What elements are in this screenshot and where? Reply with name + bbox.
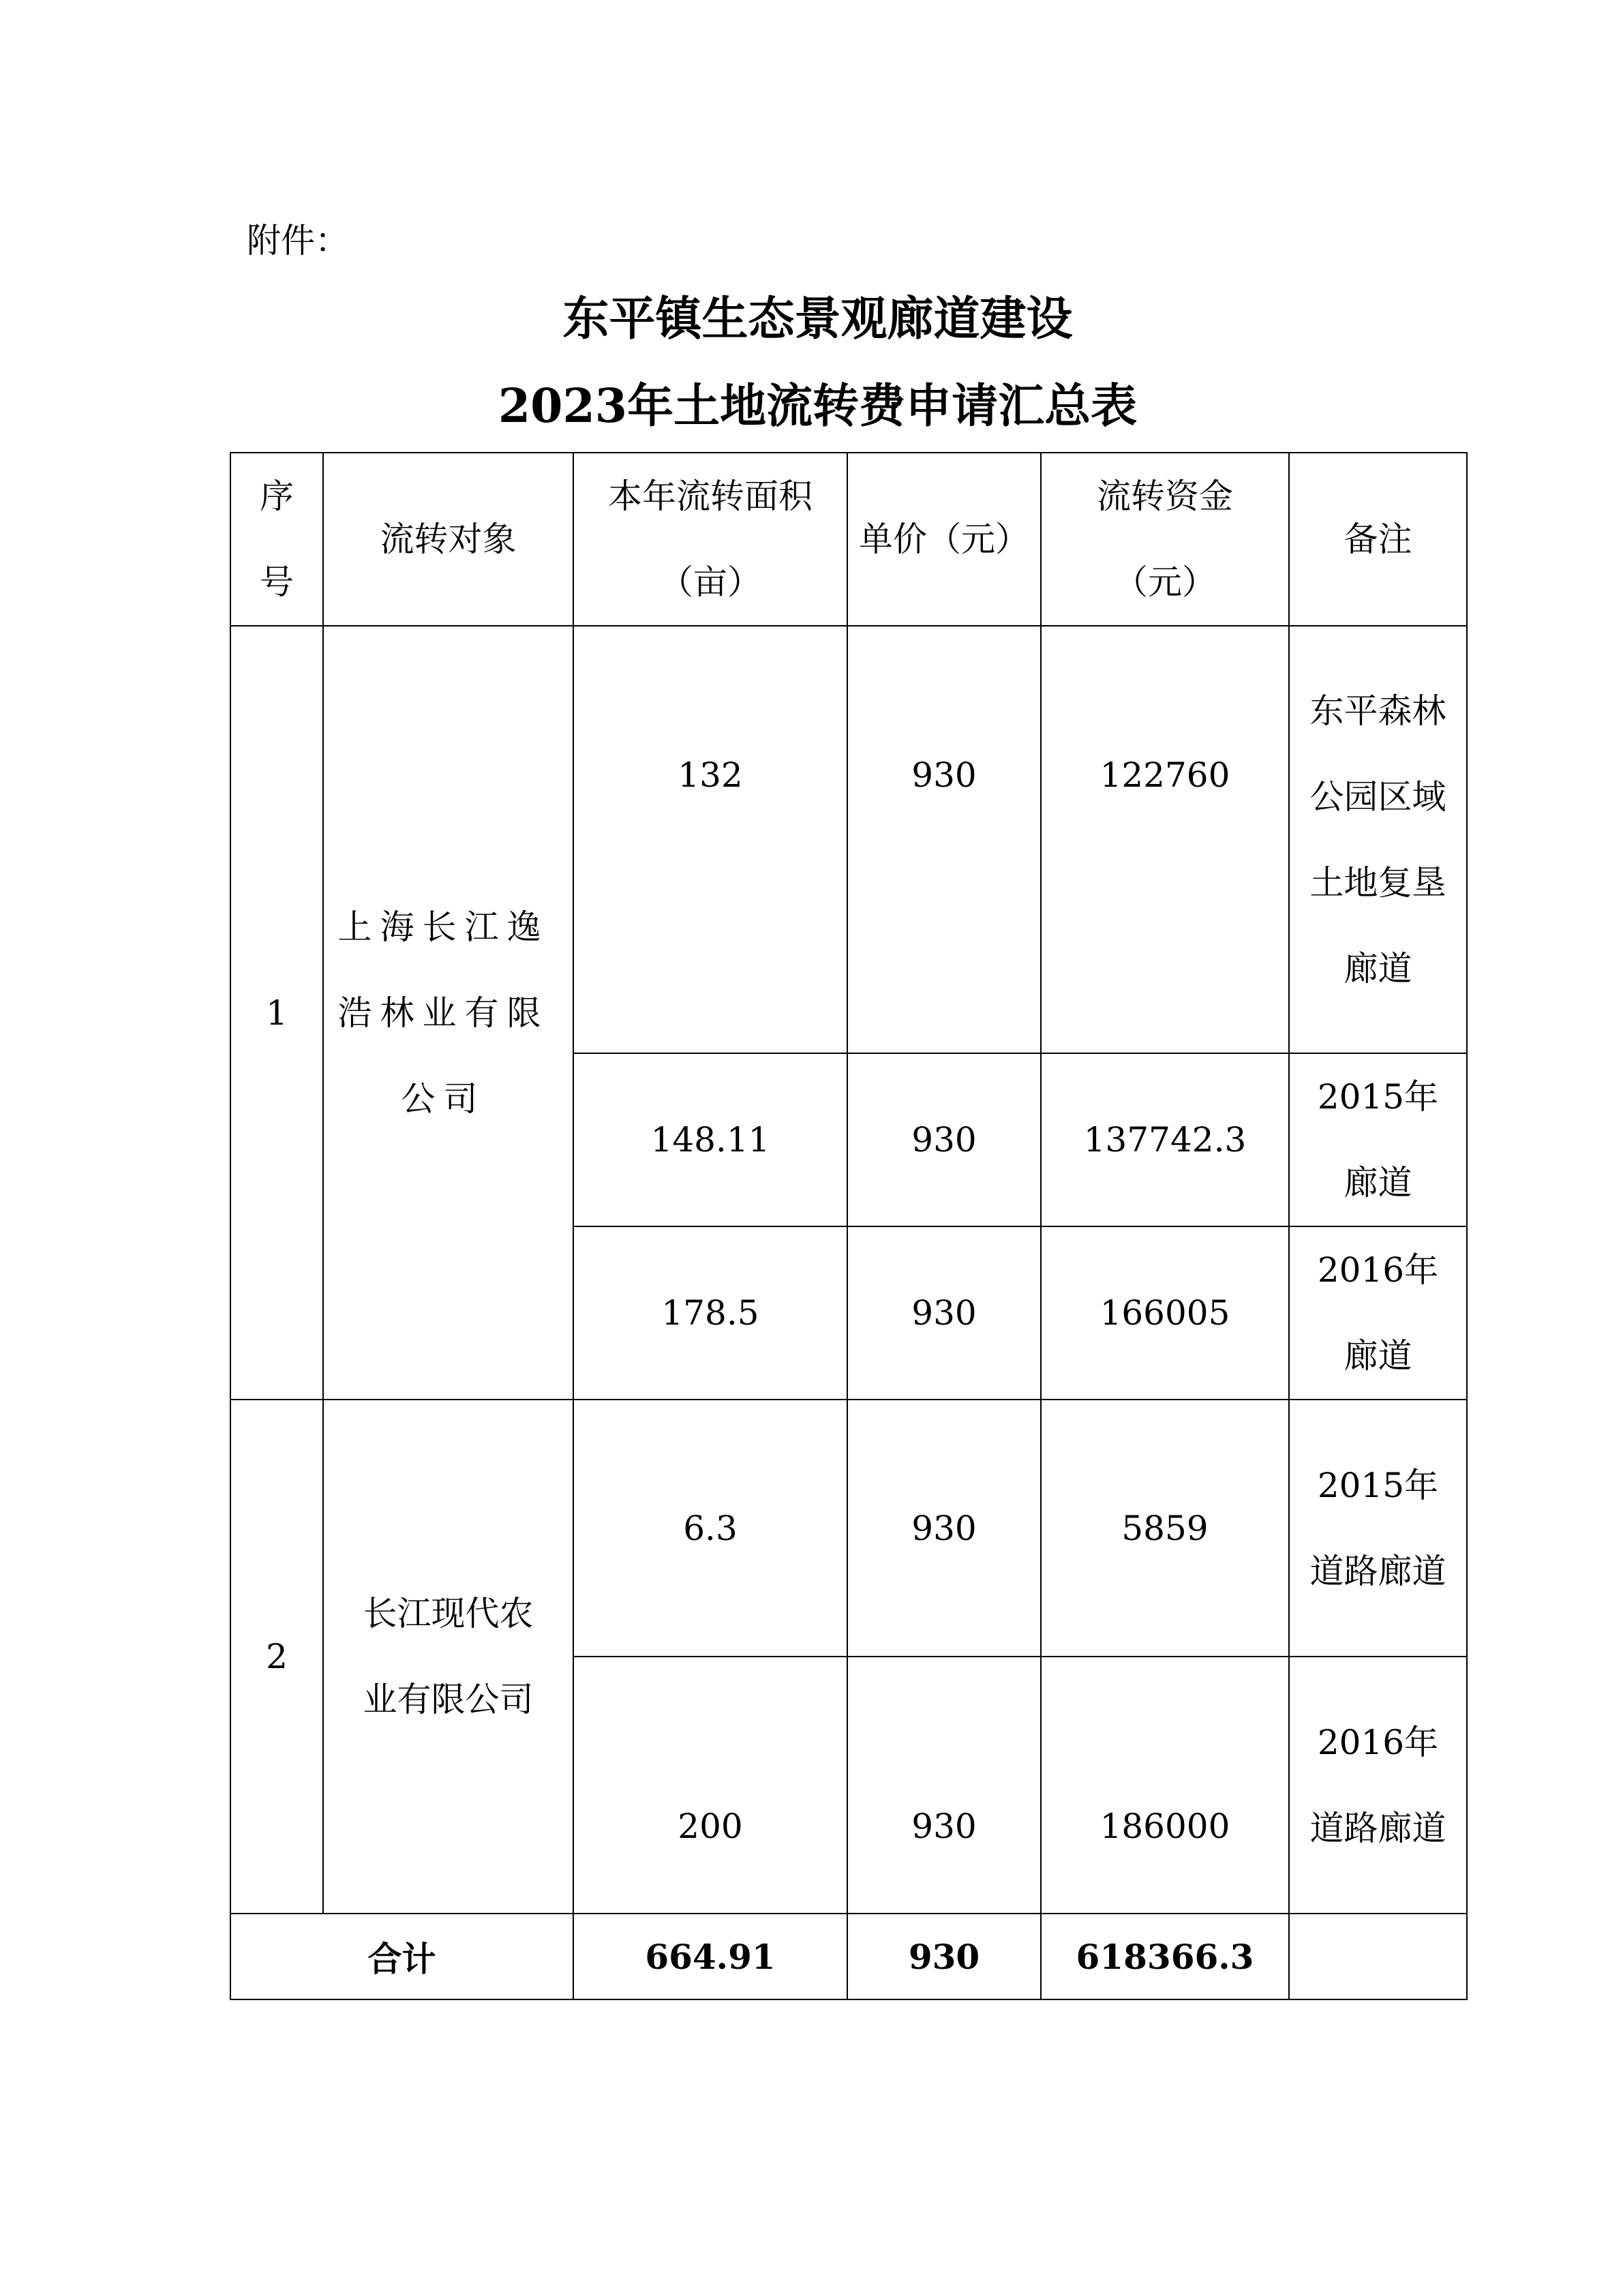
row-price: 930 [847, 1400, 1041, 1657]
row-area: 148.11 [573, 1053, 847, 1226]
row-remark: 2016年廊道 [1289, 1226, 1467, 1400]
row-price: 930 [847, 626, 1041, 1053]
total-funds: 618366.3 [1041, 1914, 1289, 1999]
land-transfer-summary-table [230, 452, 1468, 2000]
row-remark: 2016年道路廊道 [1289, 1657, 1467, 1914]
header-remark: 备注 [1289, 453, 1467, 626]
row-remark: 2015年廊道 [1289, 1053, 1467, 1226]
row-area: 6.3 [573, 1400, 847, 1657]
table-header-row [230, 453, 1467, 626]
row-remark: 2015年道路廊道 [1289, 1400, 1467, 1657]
row-funds: 137742.3 [1041, 1053, 1289, 1226]
page-title-line2: 2023年土地流转费申请汇总表 [498, 379, 1138, 434]
total-remark [1289, 1914, 1467, 1999]
page-title-line1: 东平镇生态景观廊道建设 [562, 292, 1073, 346]
row-funds: 166005 [1041, 1226, 1289, 1400]
row-area: 200 [573, 1657, 847, 1914]
row-funds: 122760 [1041, 626, 1289, 1053]
header-price: 单价（元） [847, 453, 1041, 626]
header-funds: 流转资金（元） [1041, 453, 1289, 626]
row-price: 930 [847, 1226, 1041, 1400]
total-price: 930 [847, 1914, 1041, 1999]
row-price: 930 [847, 1053, 1041, 1226]
row-seq: 2 [230, 1400, 323, 1914]
total-area: 664.91 [573, 1914, 847, 1999]
row-area: 132 [573, 626, 847, 1053]
row-target: 长江现代农业有限公司 [323, 1400, 573, 1914]
table-total-row [230, 1914, 1467, 1999]
table-row [230, 1400, 1467, 1657]
header-seq: 序号 [230, 453, 323, 626]
row-target: 上海长江逸浩林业有限公司 [323, 626, 573, 1400]
table-row [230, 626, 1467, 1053]
row-area: 178.5 [573, 1226, 847, 1400]
header-target: 流转对象 [323, 453, 573, 626]
row-funds: 5859 [1041, 1400, 1289, 1657]
row-remark: 东平森林公园区域土地复垦廊道 [1289, 626, 1467, 1053]
row-price: 930 [847, 1657, 1041, 1914]
attachment-label: 附件： [247, 221, 349, 260]
row-funds: 186000 [1041, 1657, 1289, 1914]
row-seq: 1 [230, 626, 323, 1400]
header-area: 本年流转面积（亩） [573, 453, 847, 626]
total-label: 合计 [230, 1914, 573, 1999]
